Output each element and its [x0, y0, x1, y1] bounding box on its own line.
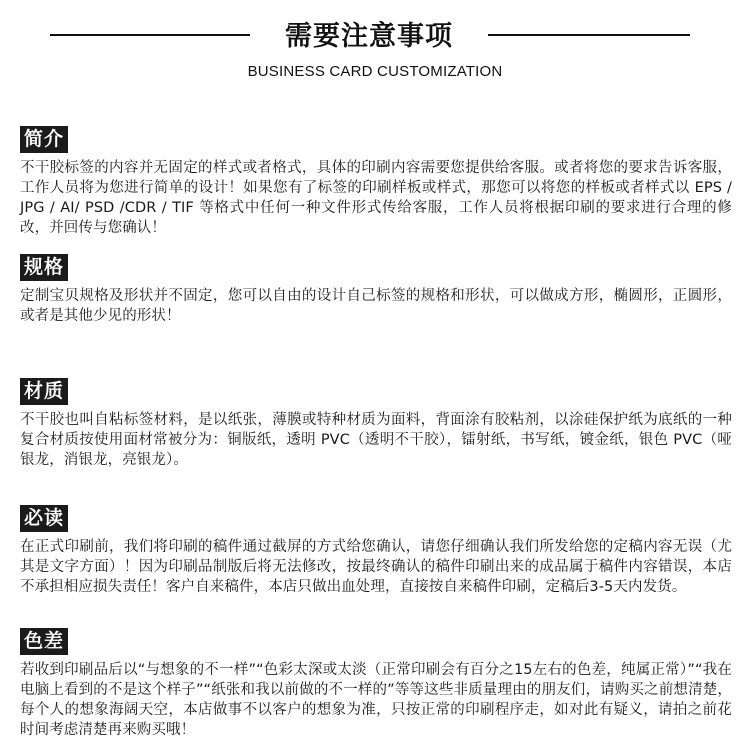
section-text-intro: 不干胶标签的内容并无固定的样式或者格式，具体的印刷内容需要您提供给客服。或者将您的要求告诉客服，工作人员将为您进行简单的设计！如果您有了标签的印刷样板或样式，那您可以将您的样板或者样式以 EPS / JPG / AI/ PSD /CDR / TIF 等格式中任何一种文件形式传给客服，工作人员将根据印刷的要求进行合理的修改，并回传与您确认！: [20, 160, 732, 236]
section-tag-intro: 简介: [20, 126, 68, 153]
section-color-diff: [20, 628, 732, 740]
section-tag-color-diff: 色差: [20, 628, 68, 655]
section-tag-material: 材质: [20, 378, 68, 405]
section-material: [20, 378, 732, 470]
section-text-color-diff: 若收到印刷品后以“与想象的不一样”“色彩太深或太淡（正常印刷会有百分之15左右的色差，纯属正常）”“我在电脑上看到的不是这个样子”“纸张和我以前做的不一样的”等等这些非质量理由的朋友们，请购买之前想清楚，每个人的想象海阔天空，本店做事不以客户的想象为准，只按正常的印刷程序走，如对此有疑义，请拍之前花时间考虑清楚再来购买哦！: [20, 662, 732, 738]
page-title: 需要注意事项: [285, 21, 453, 52]
section-text-must-read: 在正式印刷前，我们将印刷的稿件通过截屏的方式给您确认，请您仔细确认我们所发给您的定稿内容无误（尤其是文字方面）！因为印刷品制版后将无法修改，按最终确认的稿件印刷出来的成品属于稿件内容错误，本店不承担相应损失责任！客户自来稿件，本店只做出血处理，直接按自来稿件印刷，定稿后3-5天内发货。: [20, 539, 732, 595]
section-text-material: 不干胶也叫自粘标签材料，是以纸张，薄膜或特种材质为面料，背面涂有胶粘剂，以涂硅保护纸为底纸的一种复合材质按使用面材常被分为：铜版纸，透明 PVC（透明不干胶），镭射纸，书写纸，镀金纸，银色 PVC（哑银龙，消银龙，亮银龙）。: [20, 412, 732, 468]
section-tag-must-read: 必读: [20, 505, 68, 532]
section-tag-spec: 规格: [20, 254, 68, 281]
section-text-spec: 定制宝贝规格及形状并不固定，您可以自由的设计自己标签的规格和形状，可以做成方形，椭圆形，正圆形，或者是其他少见的形状！: [20, 288, 732, 324]
section-intro: [20, 126, 732, 238]
section-spec: [20, 254, 732, 326]
title-rule-right: [488, 34, 690, 36]
page-subtitle: BUSINESS CARD CUSTOMIZATION: [247, 63, 503, 80]
section-must-read: [20, 505, 732, 597]
title-rule-left: [50, 34, 250, 36]
header: [0, 0, 750, 100]
